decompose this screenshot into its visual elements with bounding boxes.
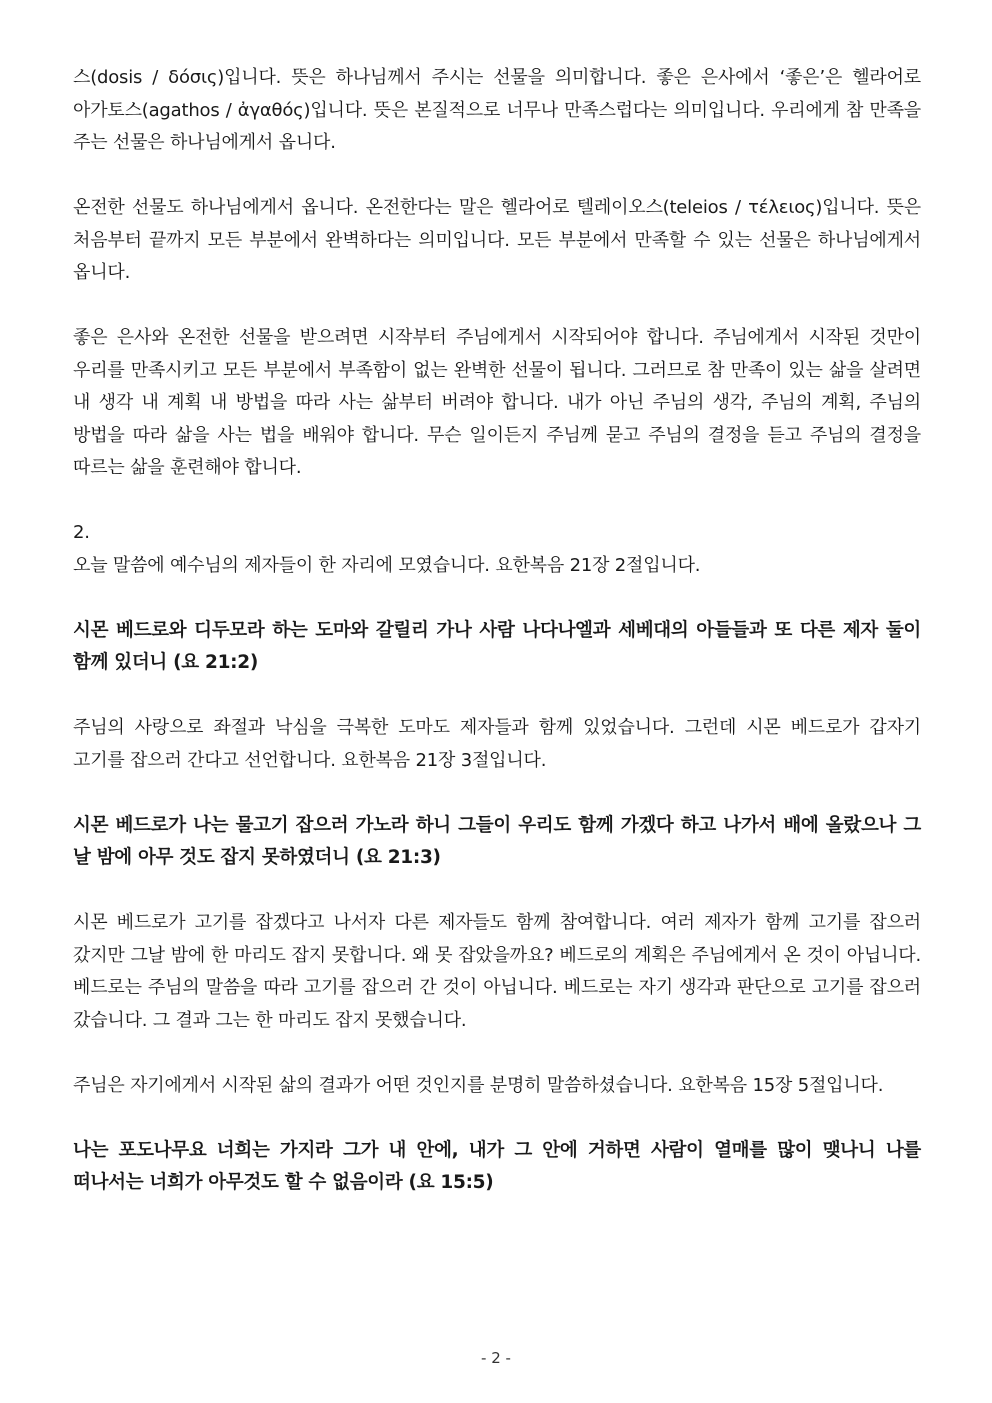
section-heading: 2. bbox=[73, 522, 90, 543]
page-number: - 2 - bbox=[481, 1349, 511, 1367]
document-body bbox=[73, 62, 921, 1232]
paragraph-disciples-gathered: 오늘 말씀에 예수님의 제자들이 한 자리에 모였습니다. 요한복음 21장 2절입니다. bbox=[73, 554, 701, 576]
paragraph-thomas-with-disciples: 주님의 사랑으로 좌절과 낙심을 극복한 도마도 제자들과 함께 있었습니다. 그런데 시몬 베드로가 갑자기 고기를 잡으러 간다고 선언합니다. 요한복음 21장 3절입니다. bbox=[73, 717, 921, 771]
bible-verse-john-15-5: 나는 포도나무요 너희는 가지라 그가 내 안에, 내가 그 안에 거하면 사람이 열매를 많이 맺나니 나를 떠나서는 너희가 아무것도 할 수 없음이라 (요 15:5) bbox=[73, 1139, 921, 1193]
paragraph-lord-spoke: 주님은 자기에게서 시작된 삶의 결과가 어떤 것인지를 분명히 말씀하셨습니다. 요한복음 15장 5절입니다. bbox=[73, 1074, 884, 1096]
paragraph-perfect-gift: 온전한 선물도 하나님에게서 옵니다. 온전한다는 말은 헬라어로 텔레이오스(teleios / τέλειος)입니다. 뜻은 처음부터 끝까지 모든 부분에서 완벽하다는 의미입니다. 모든 부분에서 만족할 수 있는 선물은 하나님에게서 옵니다. bbox=[73, 197, 921, 283]
paragraph-caught-nothing: 시몬 베드로가 고기를 잡겠다고 나서자 다른 제자들도 함께 참여합니다. 여러 제자가 함께 고기를 잡으러 갔지만 그날 밤에 한 마리도 잡지 못합니다. 왜 못 잡았을까요? 베드로의 계획은 주님에게서 온 것이 아닙니다. 베드로는 주님의 말씀을 따라 고기를 잡으러 간 것이 아닙니다. 베드로는 자기 생각과 판단으로 고기를 잡으러 갔습니다. 그 결과 그는 한 마리도 잡지 못했습니다. bbox=[73, 912, 921, 1031]
paragraph-gift-meaning: 스(dosis / δόσις)입니다. 뜻은 하나님께서 주시는 선물을 의미합니다. 좋은 은사에서 ‘좋은’은 헬라어로 아가토스(agathos / ἀγαθός)입니다. 뜻은 본질적으로 너무나 만족스럽다는 의미입니다. 우리에게 참 만족을 주는 선물은 하나님에게서 옵니다. bbox=[73, 67, 921, 153]
bible-verse-john-21-3: 시몬 베드로가 나는 물고기 잡으러 가노라 하니 그들이 우리도 함께 가겠다 하고 나가서 배에 올랐으나 그 날 밤에 아무 것도 잡지 못하였더니 (요 21:3) bbox=[73, 814, 921, 868]
bible-verse-john-21-2: 시몬 베드로와 디두모라 하는 도마와 갈릴리 가나 사람 나다나엘과 세베대의 아들들과 또 다른 제자 둘이 함께 있더니 (요 21:2) bbox=[73, 619, 921, 673]
paragraph-start-from-lord: 좋은 은사와 온전한 선물을 받으려면 시작부터 주님에게서 시작되어야 합니다. 주님에게서 시작된 것만이 우리를 만족시키고 모든 부분에서 부족함이 없는 완벽한 선물이 됩니다. 그러므로 참 만족이 있는 삶을 살려면 내 생각 내 계획 내 방법을 따라 사는 삶부터 버려야 합니다. 내가 아닌 주님의 생각, 주님의 계획, 주님의 방법을 따라 삶을 사는 법을 배워야 합니다. 무슨 일이든지 주님께 묻고 주님의 결정을 듣고 주님의 결정을 따르는 삶을 훈련해야 합니다. bbox=[73, 327, 921, 478]
